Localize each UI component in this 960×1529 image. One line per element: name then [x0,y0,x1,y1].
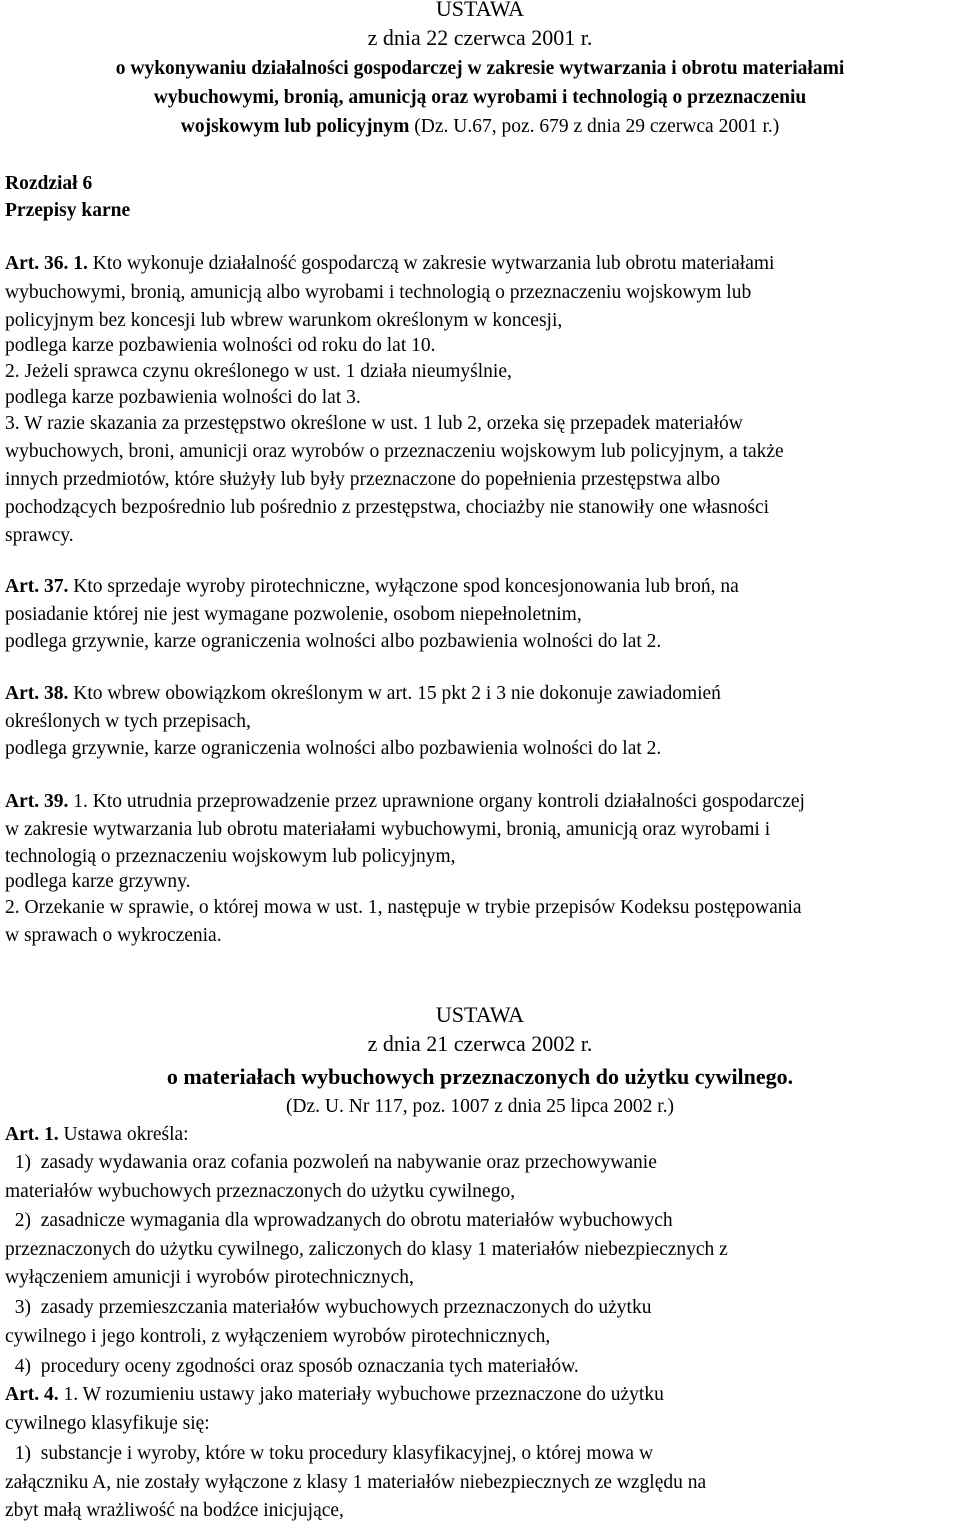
art36-line-1: Art. 36. 1. Kto wykonuje działalność gospodarczą w zakresie wytwarzania lub obrotu materiałami [5,253,775,274]
art1-line-3: materiałów wybuchowych przeznaczonych do użytku cywilnego, [5,1181,516,1202]
art39-line-1: Art. 39. 1. Kto utrudnia przeprowadzenie przez uprawnione organy kontroli działalności gospodarczej [5,791,805,812]
art4-line-2: cywilnego klasyfikuje się: [5,1413,210,1434]
art1-line-2: 1) zasady wydawania oraz cofania pozwoleń na nabywanie oraz przechowywanie [5,1152,657,1173]
act1-title-line-3: wojskowym lub policyjnym (Dz. U.67, poz. 679 z dnia 29 czerwca 2001 r.) [180,116,780,137]
art37-line-3: podlega grzywnie, karze ograniczenia wolności albo pozbawienia wolności do lat 2. [5,631,662,652]
art36-line-11: sprawcy. [5,525,74,546]
art4-line-5: zbyt małą wrażliwość na bodźce inicjujące, [5,1500,344,1521]
art36-line-2: wybuchowymi, bronią, amunicją albo wyrobami i technologią o przeznaczeniu wojskowym lub [5,282,752,303]
art36-line-6: podlega karze pozbawienia wolności do lat 3. [5,387,361,408]
art4-line-3: 1) substancje i wyroby, które w toku procedury klasyfikacyjnej, o której mowa w [5,1443,654,1464]
act1-date: z dnia 22 czerwca 2001 r. [367,25,593,50]
art1-line-8: cywilnego i jego kontroli, z wyłączeniem wyrobów pirotechnicznych, [5,1326,551,1347]
art1-line-5: przeznaczonych do użytku cywilnego, zaliczonych do klasy 1 materiałów niebezpiecznych z [5,1239,728,1260]
art39-line-5: 2. Orzekanie w sprawie, o której mowa w ust. 1, następuje w trybie przepisów Kodeksu postępowania [5,897,802,918]
art4-line-1: Art. 4. 1. W rozumieniu ustawy jako materiały wybuchowe przeznaczone do użytku [5,1384,664,1405]
art1-line-4: 2) zasadnicze wymagania dla wprowadzanych do obrotu materiałów wybuchowych [5,1210,673,1231]
art36-line-3: policyjnym bez koncesji lub wbrew warunkom określonym w koncesji, [5,310,563,331]
art4-line-4: załączniku A, nie zostały wyłączone z klasy 1 materiałów niebezpiecznych ze względu na [5,1472,707,1493]
art1-line-7: 3) zasady przemieszczania materiałów wybuchowych przeznaczonych do użytku [5,1297,652,1318]
chapter-title: Przepisy karne [5,200,131,221]
act2-source: (Dz. U. Nr 117, poz. 1007 z dnia 25 lipca 2002 r.) [285,1096,675,1117]
art38-line-2: określonych w tych przepisach, [5,711,251,732]
art37-line-2: posiadanie której nie jest wymagane pozwolenie, osobom niepełnoletnim, [5,604,582,625]
act1-header: USTAWA [435,0,525,21]
art36-line-9: innych przedmiotów, które służyły lub były przeznaczone do popełnienia przestępstwa albo [5,469,721,490]
art38-line-1: Art. 38. Kto wbrew obowiązkom określonym w art. 15 pkt 2 i 3 nie dokonuje zawiadomień [5,683,721,704]
art36-line-8: wybuchowych, broni, amunicji oraz wyrobów o przeznaczeniu wojskowym lub policyjnym, a także [5,441,784,462]
act2-date: z dnia 21 czerwca 2002 r. [367,1031,593,1056]
act2-header: USTAWA [435,1002,525,1027]
art36-line-4: podlega karze pozbawienia wolności od roku do lat 10. [5,335,436,356]
art39-line-3: technologią o przeznaczeniu wojskowym lub policyjnym, [5,846,456,867]
art36-line-10: pochodzących bezpośrednio lub pośrednio z przestępstwa, chociażby nie stanowiły one własności [5,497,770,518]
art1-line-6: wyłączeniem amunicji i wyrobów pirotechnicznych, [5,1267,414,1288]
act1-title-line-2: wybuchowymi, bronią, amunicją oraz wyrobami i technologią o przeznaczeniu [153,87,807,108]
act1-title-line-1: o wykonywaniu działalności gospodarczej w zakresie wytwarzania i obrotu materiałami [115,58,845,79]
art1-line-1: Art. 1. Ustawa określa: [5,1124,189,1145]
art39-line-2: w zakresie wytwarzania lub obrotu materiałami wybuchowymi, bronią, amunicją oraz wyrobami i [5,819,771,840]
art39-line-4: podlega karze grzywny. [5,871,191,892]
art36-line-5: 2. Jeżeli sprawca czynu określonego w ust. 1 działa nieumyślnie, [5,361,512,382]
art37-line-1: Art. 37. Kto sprzedaje wyroby pirotechniczne, wyłączone spod koncesjonowania lub broń, na [5,576,739,597]
art1-line-9: 4) procedury oceny zgodności oraz sposób oznaczania tych materiałów. [5,1356,579,1377]
art39-line-6: w sprawach o wykroczenia. [5,925,222,946]
art36-line-7: 3. W razie skazania za przestępstwo określone w ust. 1 lub 2, orzeka się przepadek materiałów [5,413,743,434]
act2-title: o materiałach wybuchowych przeznaczonych do użytku cywilnego. [166,1064,794,1089]
chapter-number: Rozdział 6 [5,173,93,194]
art38-line-3: podlega grzywnie, karze ograniczenia wolności albo pozbawienia wolności do lat 2. [5,738,662,759]
